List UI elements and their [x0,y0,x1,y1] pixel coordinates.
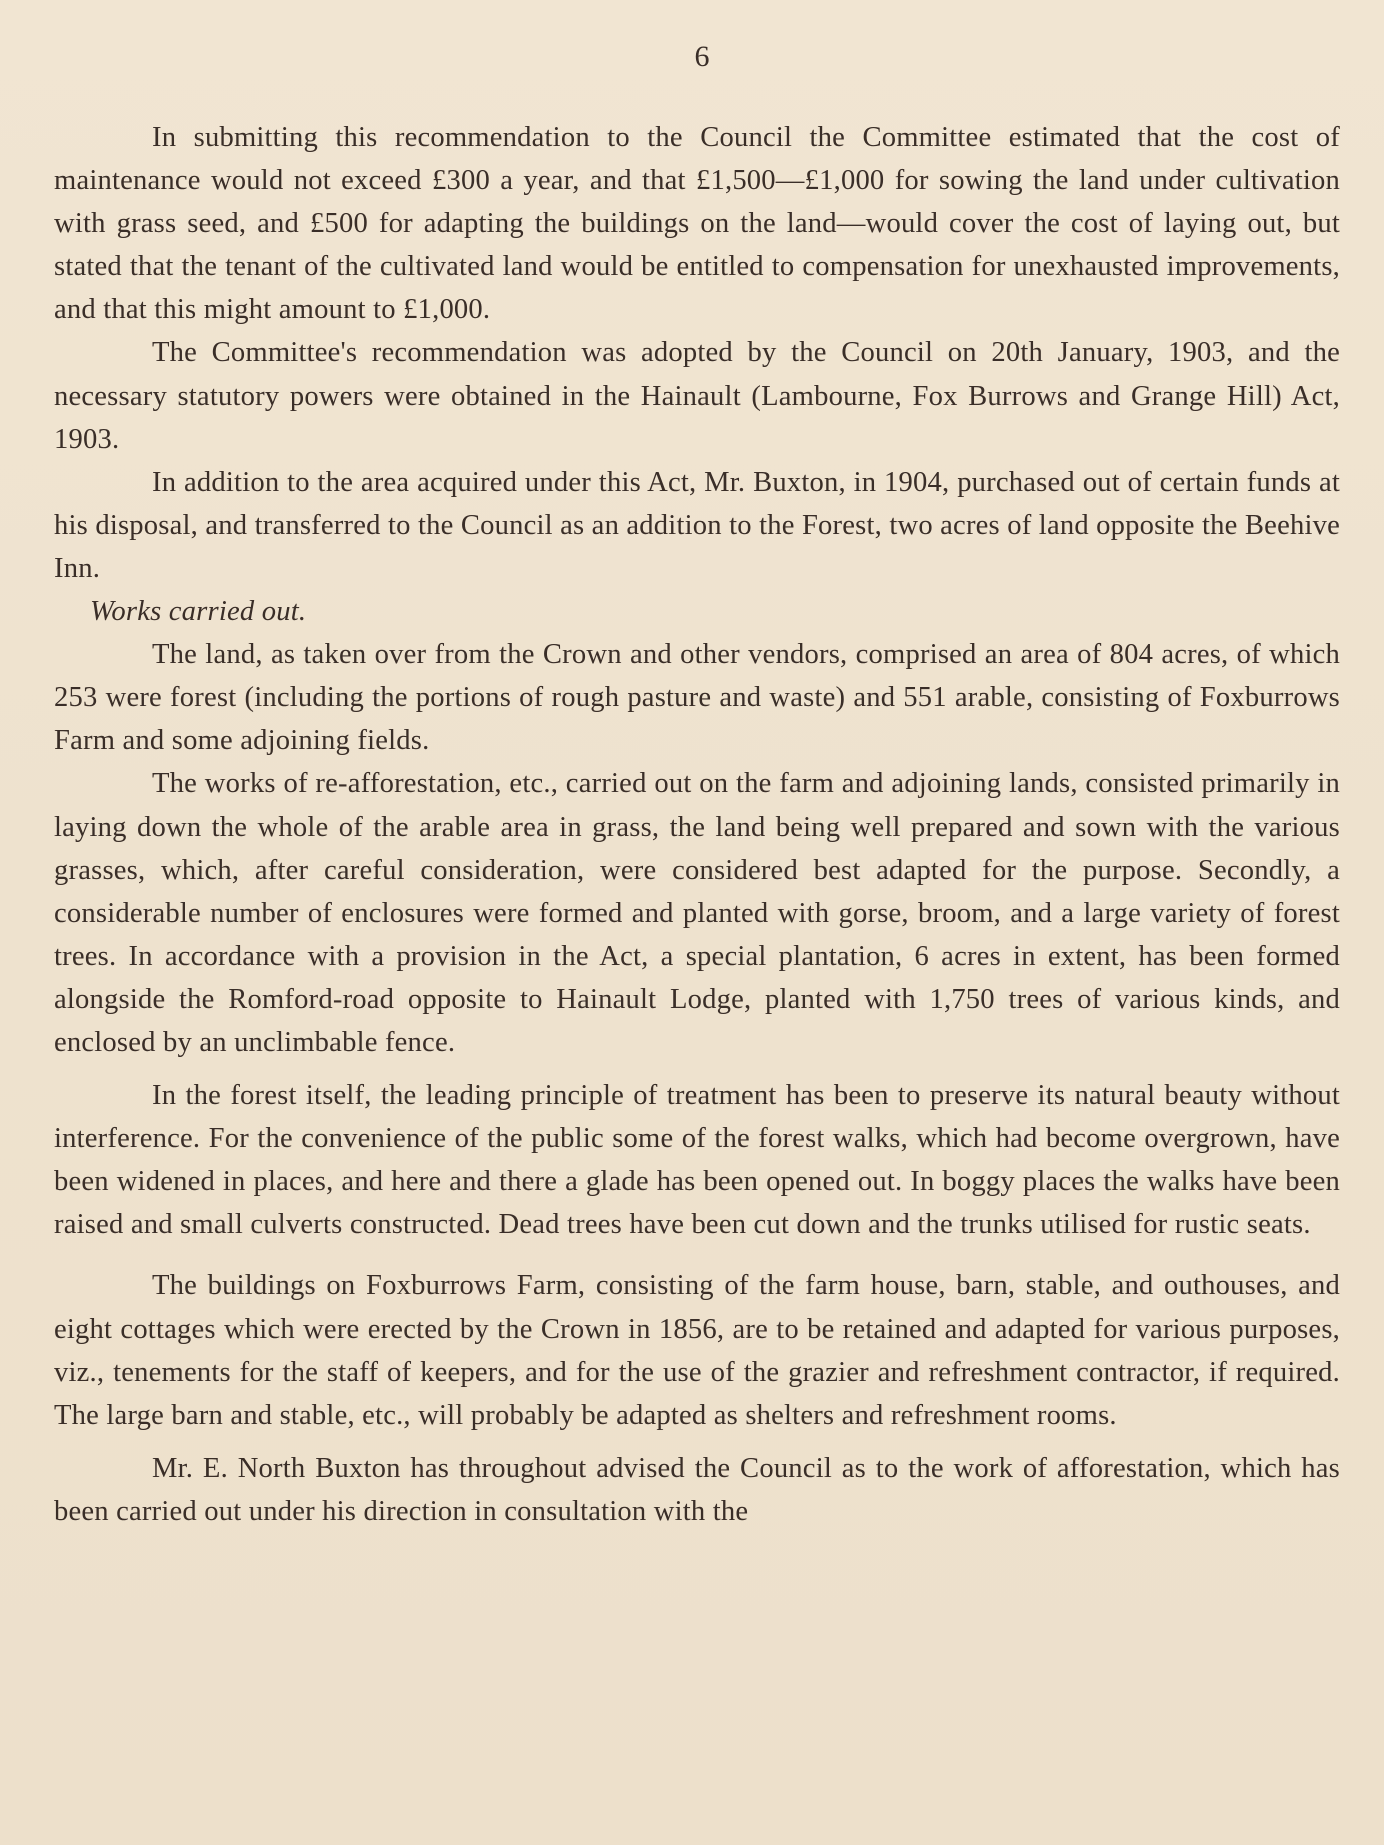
paragraph: The Committee's recommendation was adopted by the Council on 20th January, 1903, and the necessary statutory powers were obtained in the Hainault (Lambourne, Fox Burrows and Grange Hill) Act, 1903. [54,337,1340,455]
body-text [54,116,1340,1533]
paragraph: In addition to the area acquired under this Act, Mr. Buxton, in 1904, purchased out of certain funds at his disposal, and transferred to the Council as an addition to the Forest, two acres of land opposite the Beehive Inn. [54,466,1340,584]
section-heading: Works carried out. [90,596,307,628]
paragraph: The works of re-afforestation, etc., carried out on the farm and adjoining lands, consisted primarily in laying down the whole of the arable area in grass, the land being well prepared and sown with the various grasses, which, after careful consideration, were considered best adapted for the purpose. Secondly, a considerable number of enclosures were formed and planted with gorse, broom, and a large variety of forest trees. In accordance with a provision in the Act, a special plantation, 6 acres in extent, has been formed alongside the Romford-road opposite to Hainault Lodge, planted with 1,750 trees of various kinds, and enclosed by an unclimbable fence. [54,768,1340,1058]
paragraph: In submitting this recommendation to the Council the Committee estimated that the cost of maintenance would not exceed £300 a year, and that £1,500—£1,000 for sowing the land under cultivation with grass seed, and £500 for adapting the buildings on the land—would cover the cost of laying out, but stated that the tenant of the cultivated land would be entitled to compensation for unexhausted improvements, and that this might amount to £1,000. [54,122,1340,326]
paragraph: In the forest itself, the leading principle of treatment has been to preserve its natural beauty without interference. For the convenience of the public some of the forest walks, which had become overgrown, have been widened in places, and here and there a glade has been opened out. In boggy places the walks have been raised and small culverts constructed. Dead trees have been cut down and the trunks utilised for rustic seats. [54,1080,1340,1241]
paragraph: Mr. E. North Buxton has throughout advised the Council as to the work of afforestation, which has been carried out under his direction in consultation with the [54,1452,1340,1527]
paragraph: The land, as taken over from the Crown and other vendors, comprised an area of 804 acres, of which 253 were forest (including the portions of rough pasture and waste) and 551 arable, consisting of Foxburrows Farm and some adjoining fields. [54,639,1340,757]
paragraph: The buildings on Foxburrows Farm, consisting of the farm house, barn, stable, and outhouses, and eight cottages which were erected by the Crown in 1856, are to be retained and adapted for various purposes, viz., tenements for the staff of keepers, and for the use of the grazier and refreshment contractor, if required. The large barn and stable, etc., will probably be adapted as shelters and refreshment rooms. [54,1270,1340,1431]
page-number: 6 [694,40,710,73]
